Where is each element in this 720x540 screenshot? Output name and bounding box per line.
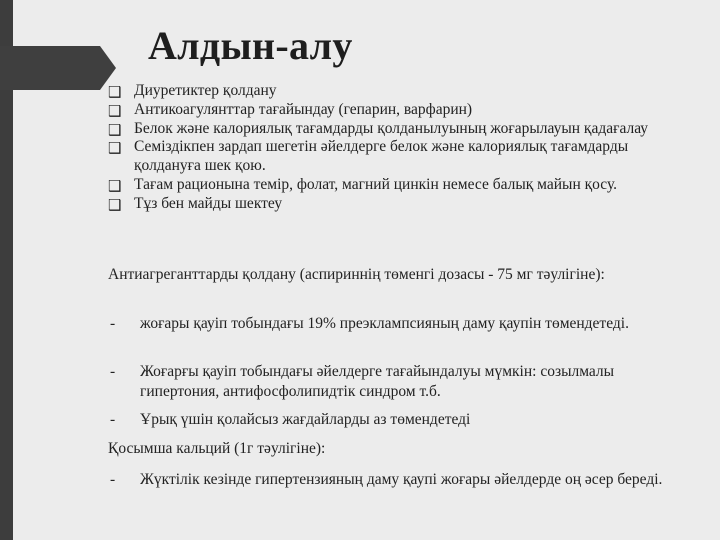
dash-marker: - [110, 315, 116, 332]
antiaggregant-paragraph: Антиагреганттарды қолдану (аспириннің төменгі дозасы - 75 мг тәулігіне): [108, 266, 605, 283]
title-marker-tab [0, 46, 100, 90]
bullet-list [108, 82, 668, 214]
dash-list-item: - Жүктілік кезінде гипертензияның даму қаупі жоғары әйелдерде оң әсер береді. [110, 471, 663, 488]
q-square-icon: ❑ [108, 195, 122, 214]
bullet-item: ❑ Тағам рационына темір, фолат, магний цинкін немесе балық майын қосу. [108, 175, 618, 195]
dash-list-item: - Ұрық үшін қолайсыз жағдайларды аз төмендетеді [110, 411, 471, 428]
dash-list-item: - Жоғарғы қауіп тобындағы әйелдерге тағайындалуы мүмкін: созылмалы гипертония, антифосфолипидтік синдром т.б. [110, 363, 615, 400]
q-square-icon: ❑ [108, 139, 122, 158]
bullet-item: ❑ Семіздікпен зардап шегетін әйелдерге белок және калориялық тағамдарды қолдануға шек қою. [108, 138, 629, 175]
dash-marker: - [110, 471, 116, 488]
slide-title: Алдын-алу [148, 23, 353, 68]
bullet-item: ❑ Антикоагулянттар тағайындау (гепарин, варфарин) [108, 100, 473, 120]
bullet-item: ❑ Диуретиктер қолдану [108, 82, 277, 101]
calcium-paragraph: Қосымша кальций (1г тәулігіне): [108, 440, 326, 457]
dash-marker: - [110, 363, 116, 380]
q-square-icon: ❑ [108, 120, 122, 139]
q-square-icon: ❑ [108, 176, 122, 195]
q-square-icon: ❑ [108, 101, 122, 120]
q-square-icon: ❑ [108, 83, 122, 101]
dash-list-item: - жоғары қауіп тобындағы 19% преэклампсияның даму қаупін төмендетеді. [110, 315, 629, 332]
bullet-item: ❑ Белок және калориялық тағамдарды қолданылуының жоғарылауын қадағалау [108, 119, 649, 139]
bullet-item: ❑ Тұз бен майды шектеу [108, 194, 283, 214]
dash-marker: - [110, 411, 116, 428]
